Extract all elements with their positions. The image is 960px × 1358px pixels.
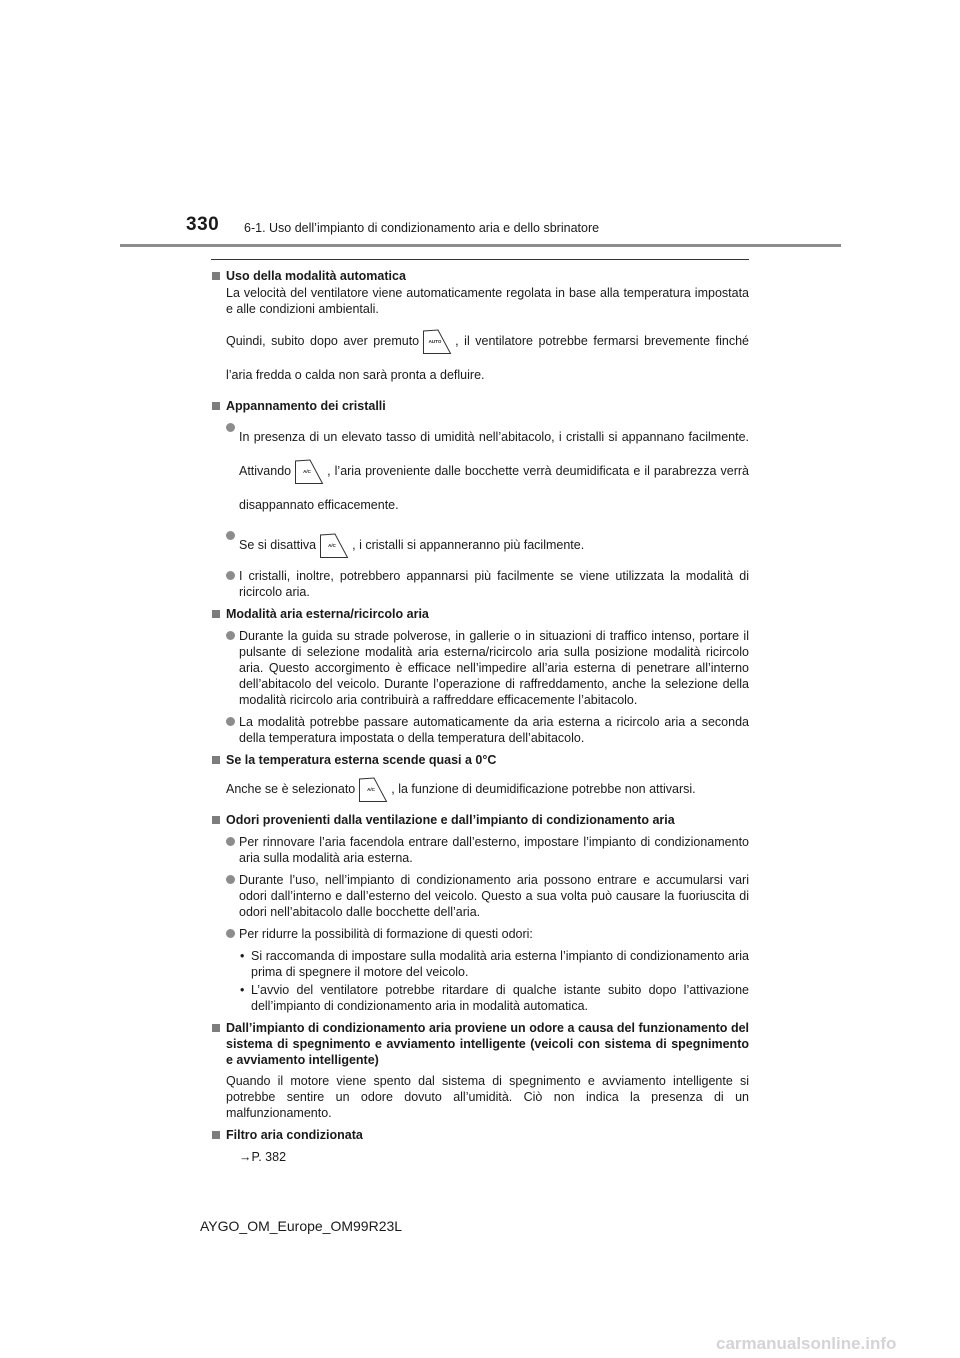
bullet-item: Durante l’uso, nell’impianto di condizionamento aria possono entrare e accumularsi vari odori dall’interno e dall’esterno del veicolo. Questo a sua volta può causare la fuoriuscita di odori nell’abitacolo dalle bocchette dell’aria. bbox=[211, 872, 749, 920]
section-title: Odori provenienti dalla ventilazione e dall’impianto di condizionamento aria bbox=[211, 812, 749, 828]
paragraph: Quando il motore viene spento dal sistema di spegnimento e avviamento intelligente si potrebbe sentire un odore dovuto all’umidità. Ciò non indica la presenza di un malfunzionamento. bbox=[226, 1074, 749, 1120]
bullet-item: La modalità potrebbe passare automaticamente da aria esterna a ricircolo aria a seconda della temperatura impostata o della temperatura dell’abitacolo. bbox=[211, 714, 749, 746]
section-title: Uso della modalità automatica bbox=[211, 268, 749, 284]
header-rule bbox=[120, 244, 841, 247]
section-title: Appannamento dei cristalli bbox=[211, 398, 749, 414]
footer-model-code: AYGO_OM_Europe_OM99R23L bbox=[200, 1218, 403, 1234]
watermark: carmanualsonline.info bbox=[716, 1334, 897, 1353]
ac-button-icon bbox=[358, 776, 388, 803]
text-before-icon: Quindi, subito dopo aver premuto bbox=[226, 334, 420, 348]
section-odors bbox=[211, 812, 749, 1014]
text-after-icon: , il ventilatore potrebbe fermarsi brevemente finché l’aria fredda o calda non sarà pronta a defluire. bbox=[226, 334, 749, 382]
sub-bullet-item: • Si raccomanda di impostare sulla modalità aria esterna l’impianto di condizionamento aria prima di spegnere il motore del veicolo. bbox=[211, 948, 749, 980]
text-after-icon: , la funzione di deumidificazione potrebbe non attivarsi. bbox=[391, 782, 696, 796]
ac-icon-label: A/C bbox=[367, 787, 376, 793]
section-air-filter bbox=[211, 1127, 749, 1165]
auto-button-icon bbox=[422, 328, 452, 355]
text-after-icon: , l’aria proveniente dalle bocchette verrà deumidificata e il parabrezza verrà disappannato efficacemente. bbox=[239, 464, 749, 512]
bullet-item bbox=[211, 528, 749, 562]
ac-icon-label: A/C bbox=[303, 469, 311, 475]
text-after-icon: , i cristalli si appanneranno più facilmente. bbox=[352, 538, 585, 552]
page-number: 330 bbox=[186, 214, 220, 235]
bullet-item bbox=[211, 420, 749, 522]
bullet-item: Per rinnovare l’aria facendola entrare dall’esterno, impostare l’impianto di condizionamento aria sulla modalità aria esterna. bbox=[211, 834, 749, 866]
section-low-temperature bbox=[211, 752, 749, 806]
paragraph-with-icon bbox=[211, 772, 749, 806]
section-title: Filtro aria condizionata bbox=[211, 1127, 749, 1143]
section-stop-start-odor bbox=[211, 1020, 749, 1121]
ac-button-icon bbox=[319, 532, 349, 559]
text-before-icon: Se si disattiva bbox=[239, 538, 317, 552]
section-title: Se la temperatura esterna scende quasi a 0°C bbox=[211, 752, 749, 768]
ac-icon-label: A/C bbox=[328, 543, 336, 549]
auto-icon-label: AUTO bbox=[428, 339, 442, 345]
bullet-item: Durante la guida su strade polverose, in gallerie o in situazioni di traffico intenso, portare il pulsante di selezione modalità aria esterna/ricircolo aria sulla posizione modalità ricircolo aria. Questo accorgimento è efficace nell’impedire all’aria esterna di penetrare all’interno dell’abitacolo del veicolo. Durante l’operazione di raffreddamento, anche la selezione della modalità ricircolo aria contribuirà a raffreddare efficacemente l’abitacolo. bbox=[211, 628, 749, 708]
bullet-item: I cristalli, inoltre, potrebbero appannarsi più facilmente se viene utilizzata la modalità di ricircolo aria. bbox=[211, 568, 749, 600]
section-automatic-mode bbox=[211, 268, 749, 392]
section-title: Modalità aria esterna/ricircolo aria bbox=[211, 606, 749, 622]
ac-button-icon bbox=[294, 458, 324, 485]
section-title: Dall’impianto di condizionamento aria proviene un odore a causa del funzionamento del sistema di spegnimento e avviamento intelligente (veicoli con sistema di spegnimento e avviamento intelligente) bbox=[211, 1020, 749, 1068]
page-reference-link[interactable]: →P. 382 bbox=[239, 1150, 287, 1164]
paragraph-with-icon bbox=[211, 324, 749, 392]
paragraph: La velocità del ventilatore viene automaticamente regolata in base alla temperatura impostata e alle condizioni ambientali. bbox=[226, 286, 749, 316]
sub-bullet-item: • L’avvio del ventilatore potrebbe ritardare di qualche istante subito dopo l’attivazione dell’impianto di condizionamento aria in modalità automatica. bbox=[211, 982, 749, 1014]
bullet-item: Per ridurre la possibilità di formazione di questi odori: bbox=[211, 926, 749, 942]
text-before-icon: In presenza di un elevato tasso di umidità nell’abitacolo, i cristalli si appannano facilmente. Attivando bbox=[239, 430, 749, 478]
chapter-title: 6-1. Uso dell’impianto di condizionamento aria e dello sbrinatore bbox=[244, 221, 600, 235]
section-window-fogging bbox=[211, 398, 749, 600]
page-content bbox=[211, 259, 749, 1165]
section-air-recirculation bbox=[211, 606, 749, 746]
text-before-icon: Anche se è selezionato bbox=[226, 782, 356, 796]
